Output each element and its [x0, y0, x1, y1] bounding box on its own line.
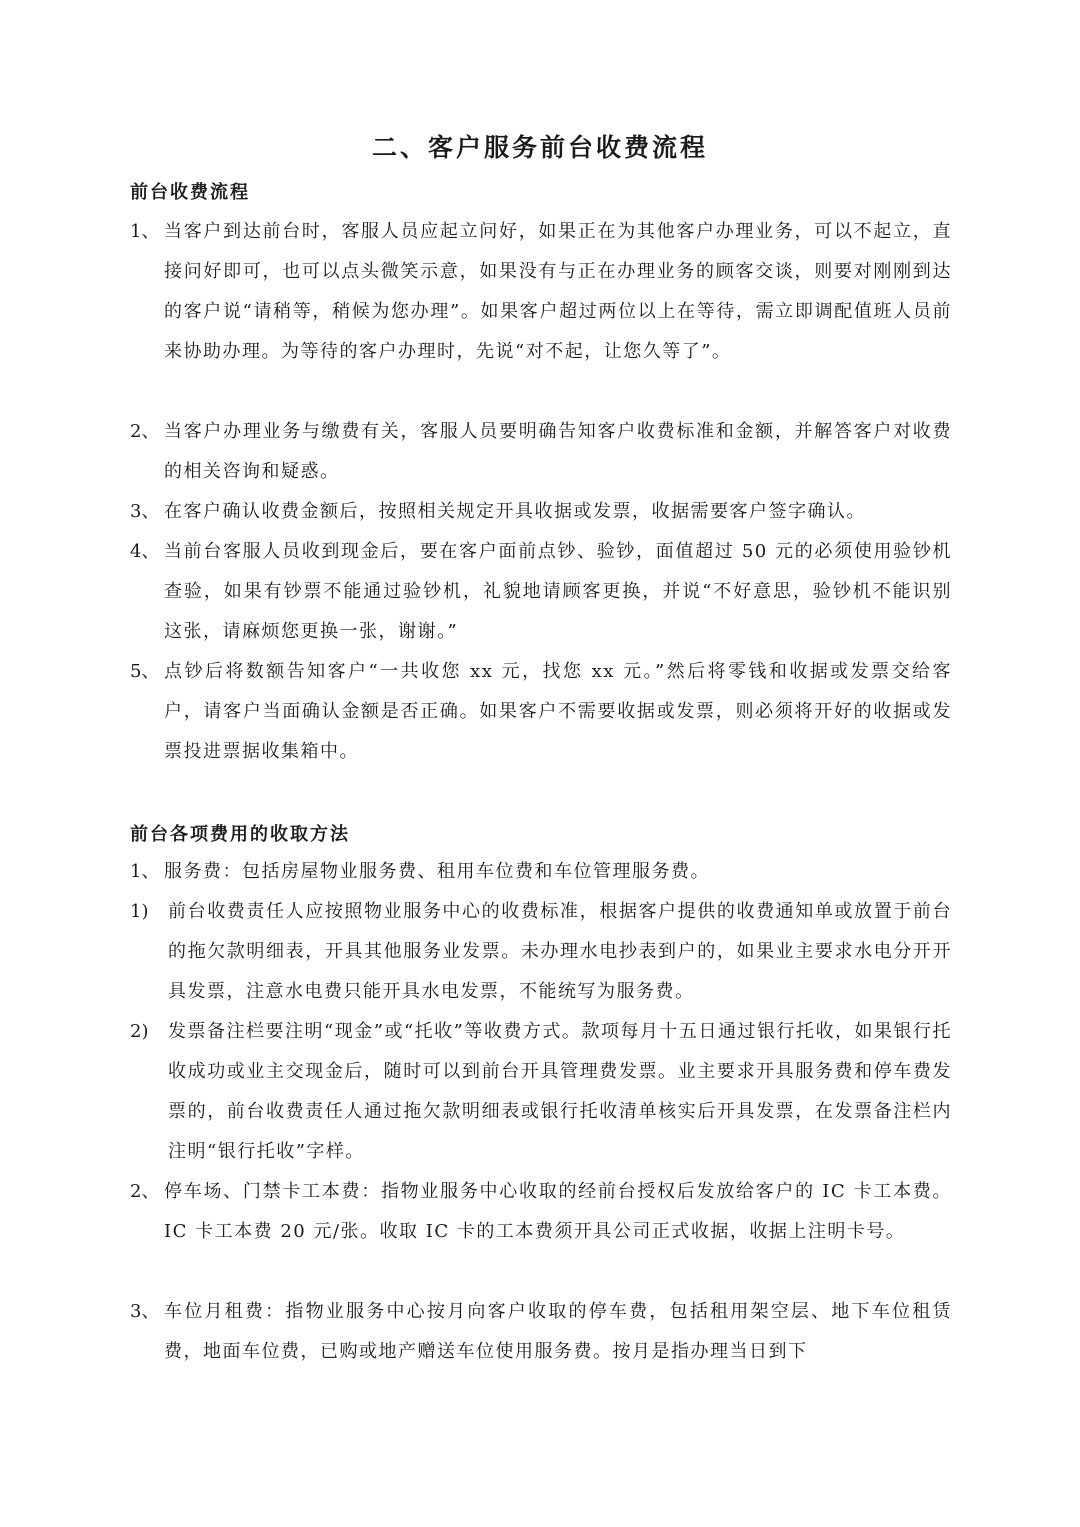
item-number: 2、	[130, 1181, 160, 1202]
item-text: 停车场、门禁卡工本费：指物业服务中心收取的经前台授权后发放给客户的 IC 卡工本费。IC 卡工本费 20 元/张。收取 IC 卡的工本费须开具公司正式收据，收据上注明卡号。	[164, 1181, 952, 1242]
item-text: 点钞后将数额告知客户“一共收您 xx 元，找您 xx 元。”然后将零钱和收据或发票交给客户，请客户当面确认金额是否正确。如果客户不需要收据或发票，则必须将开好的收据或发票投进票据收集箱中。	[164, 661, 952, 762]
list-item	[130, 212, 952, 372]
item-text: 发票备注栏要注明“现金”或“托收”等收费方式。款项每月十五日通过银行托收，如果银行托收成功或业主交现金后，随时可以到前台开具管理费发票。业主要求开具服务费和停车费发票的，前台收费责任人通过拖欠款明细表或银行托收清单核实后开具发票，在发票备注栏内注明“银行托收”字样。	[168, 1021, 952, 1162]
item-number: 1、	[130, 861, 160, 882]
item-number: 1、	[130, 221, 160, 242]
item-number: 1)	[130, 901, 149, 922]
item-text: 在客户确认收费金额后，按照相关规定开具收据或发票，收据需要客户签字确认。	[164, 501, 866, 522]
list-item	[130, 1172, 952, 1252]
item-text: 前台收费责任人应按照物业服务中心的收费标准，根据客户提供的收费通知单或放置于前台的拖欠款明细表，开具其他服务业发票。未办理水电抄表到户的，如果业主要求水电分开开具发票，注意水电费只能开具水电发票，不能统写为服务费。	[168, 901, 952, 1002]
list-subitem	[130, 1012, 952, 1172]
item-text: 当客户办理业务与缴费有关，客服人员要明确告知客户收费标准和金额，并解答客户对收费的相关咨询和疑惑。	[164, 421, 952, 482]
list-item	[130, 412, 952, 492]
list-item	[130, 532, 952, 652]
list-item	[130, 492, 952, 532]
list-item	[130, 652, 952, 772]
item-text: 当前台客服人员收到现金后，要在客户面前点钞、验钞，面值超过 50 元的必须使用验钞机查验，如果有钞票不能通过验钞机，礼貌地请顾客更换，并说“不好意思，验钞机不能识别这张，请麻烦您更换一张，谢谢。”	[164, 541, 952, 642]
list-subitem	[130, 892, 952, 1012]
item-number: 4、	[130, 541, 160, 562]
item-number: 3、	[130, 1301, 160, 1322]
section-heading-fee-process: 前台收费流程	[130, 182, 250, 203]
item-number: 2、	[130, 421, 160, 442]
item-number: 2)	[130, 1021, 149, 1042]
list-item	[130, 1292, 952, 1372]
item-text: 车位月租费：指物业服务中心按月向客户收取的停车费，包括租用架空层、地下车位租赁费，地面车位费，已购或地产赠送车位使用服务费。按月是指办理当日到下	[164, 1301, 952, 1362]
item-text: 当客户到达前台时，客服人员应起立问好，如果正在为其他客户办理业务，可以不起立，直接问好即可，也可以点头微笑示意，如果没有与正在办理业务的顾客交谈，则要对刚刚到达的客户说“请稍等，稍候为您办理”。如果客户超过两位以上在等待，需立即调配值班人员前来协助办理。为等待的客户办理时，先说“对不起，让您久等了”。	[164, 221, 952, 362]
item-number: 5、	[130, 661, 160, 682]
item-text: 服务费：包括房屋物业服务费、租用车位费和车位管理服务费。	[164, 861, 710, 882]
list-item	[130, 852, 952, 892]
item-number: 3、	[130, 501, 160, 522]
page-title: 二、客户服务前台收费流程	[371, 133, 708, 162]
section-heading-fee-methods: 前台各项费用的收取方法	[130, 824, 350, 845]
